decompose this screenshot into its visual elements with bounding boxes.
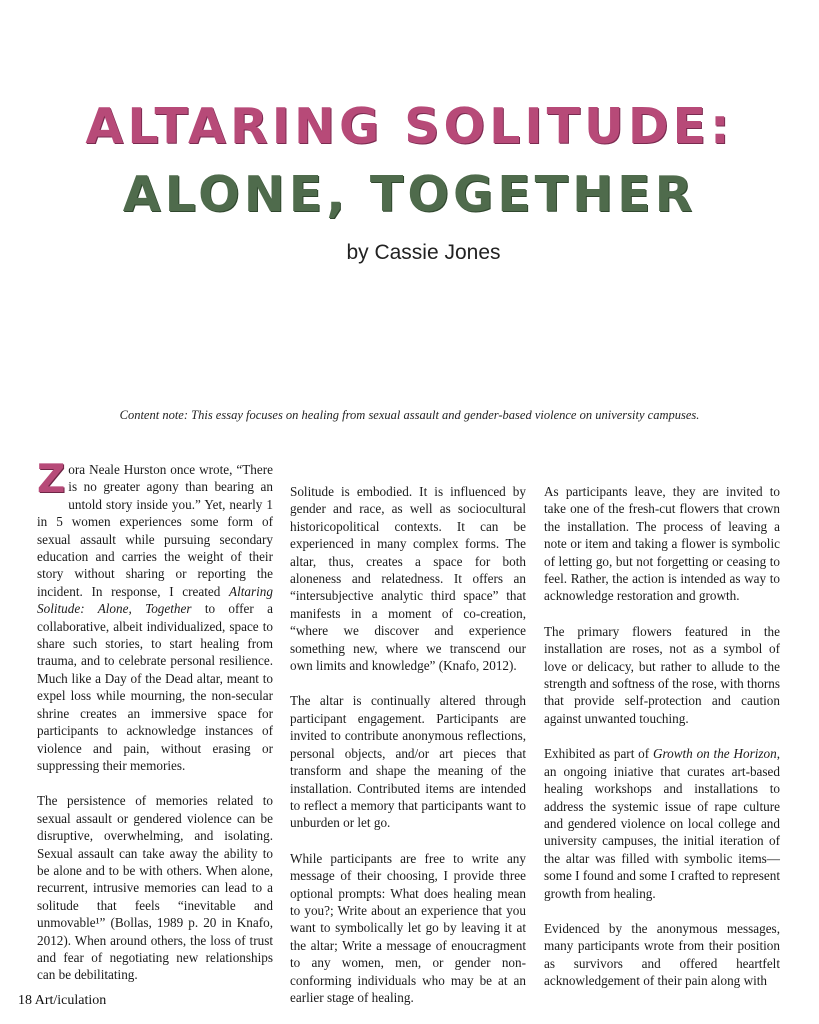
title-line-2: ALONE, TOGETHER: [122, 166, 697, 223]
initiative-title: Growth on the Horizon: [652, 746, 777, 762]
title-line-1: ALTARING SOLITUDE:: [85, 98, 734, 155]
paragraph: The persistence of memories related to sexual assault or gendered violence can be disruptive, overwhelming, and isolating. Sexual assault can take away the ability to be alone and to be with others. When alone, recurrent, intrusive memories can lead to a solitude that feels “inevitable and unmovable¹” (Bollas, 1989 p. 20 in Knafo, 2012). When around others, the loss of trust and fear of negotiating new relationships can be debilitating.: [37, 793, 273, 983]
paragraph: The altar is continually altered through participant engagement. Participants are invited to contribute anonymous reflections, personal objects, and/or art pieces that transform and shape the meaning of the installation. Contributed items are intended to reflect a memory that participants want to unburden or let go.: [290, 693, 526, 831]
paragraph: While participants are free to write any message of their choosing, I provide three optional prompts: What does healing mean to you?; Write about an experience that you want to symbolically let go by leaving it at the altar; Write a message of enoucragment to any women, men, or gender non-conforming individuals who may be at an earlier stage of healing.: [290, 850, 526, 1005]
paragraph: [37, 457, 273, 774]
paragraph-text: ora Neale Hurston once wrote, “There is no greater agony than bearing an untold story inside you.” Yet, nearly 1 in 5 women experiences some form of sexual assault while pursuing secondary education and carries the weight of their story without sharing or reporting the incident. In response, I created: [37, 462, 273, 599]
paragraph-text: , an ongoing iniative that curates art-based healing workshops and installations to address the systemic issue of rape culture and gendered violence on local college and university campuses, the initial iteration of the altar was filled with symbolic items—some I found and some I crafted to represent growth from healing.: [544, 746, 780, 901]
paragraph: [544, 745, 780, 902]
column-2: [290, 483, 526, 1024]
column-1: [37, 457, 273, 1002]
drop-cap: Z: [37, 457, 66, 502]
byline: by Cassie Jones: [346, 241, 501, 264]
paragraph: As participants leave, they are invited to take one of the fresh-cut flowers that crown the installation. The process of leaving a note or item and taking a flower is symbolic of letting go, but not forgetting or ceasing to feel. Rather, the action is intended as way to acknowledge restoration and growth.: [544, 484, 780, 604]
paragraph-text: Exhibited as part of: [544, 746, 653, 762]
artwork-title: Altaring Solitude: Alone, Together: [37, 583, 273, 617]
content-note: Content note: This essay focuses on healing from sexual assault and gender-based violence on university campuses.: [119, 408, 700, 422]
column-3: [544, 483, 780, 1008]
paragraph: Evidenced by the anonymous messages, many participants wrote from their position as survivors and offered heartfelt acknowledgement of their pain along with: [544, 920, 780, 989]
paragraph: Solitude is embodied. It is influenced by gender and race, as well as sociocultural historicopolitical contexts. It can be experienced in many complex forms. The altar, thus, creates a space for both aloneness and relatedness. It offers an “intersubjective analytic third space” that manifests in a moment of co-creation, “where we discover and experience something new, where we transcend our own limits and knowledge” (Knafo, 2012).: [290, 484, 526, 674]
paragraph: The primary flowers featured in the installation are roses, not as a symbol of love or delicacy, but rather to allude to the strength and softness of the rose, with thorns that provide self-protection and caution against unwanted touching.: [544, 623, 780, 726]
page-footer: 18 Art/iculation: [18, 993, 107, 1008]
paragraph-text: to offer a collaborative, albeit individualized, space to share such stories, to start healing from trauma, and to celebrate personal resilience. Much like a Day of the Dead altar, meant to expel loss while mourning, the non-secular shrine creates an immersive space for participants to acknowledge instances of violence and pain, without erasing or suppressing their memories.: [37, 601, 273, 773]
